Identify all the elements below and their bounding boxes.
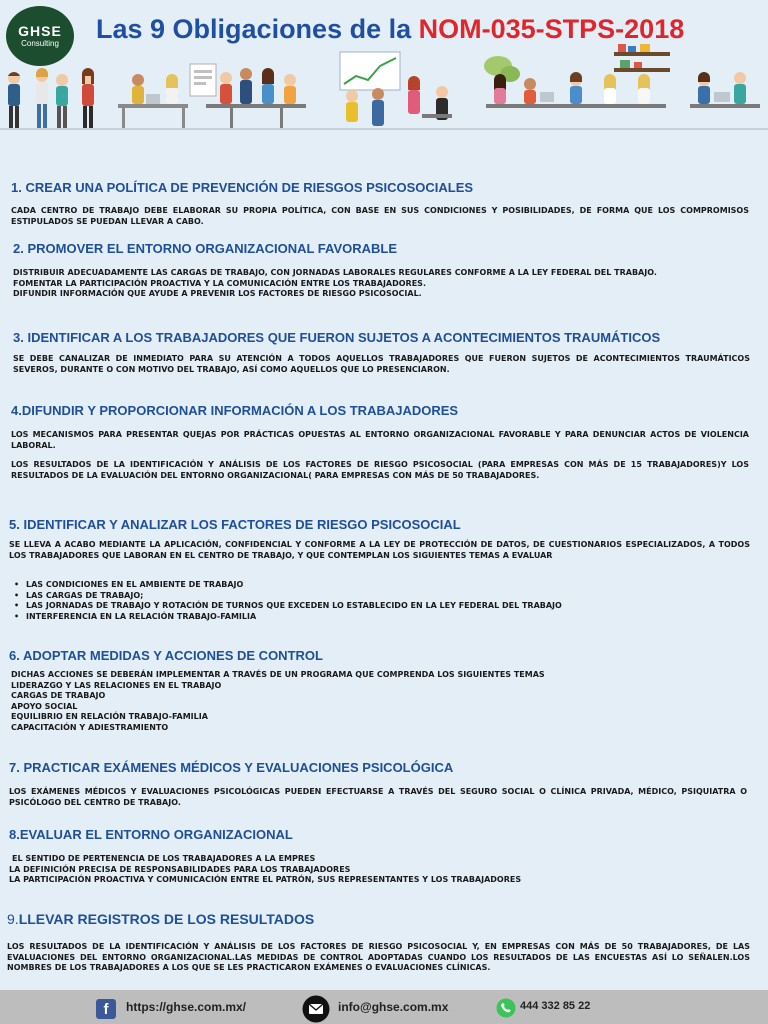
section-6-line: LIDERAZGO Y LAS RELACIONES EN EL TRABAJO: [11, 680, 222, 690]
section-9-text: LOS RESULTADOS DE LA IDENTIFICACIÓN Y ANÁLISIS DE LOS FACTORES DE RIESGO PSICOSOCIAL Y, EN EMPRESAS CON MÁS DE 50 TRABAJADORES, DE LAS EVALUACIONES DEL ENTORNO ORGANIZACIONAL.LAS MEDIDAS DE CONTROL ADOPTADAS CUANDO LOS RESULTADOS DE LAS ENCUESTAS ASÍ LO SEÑALEN.LOS NOMBRES DE LOS TRABAJADORES A LOS QUE SE LES PRACTICARON EXÁMENES O EVALUACIONES CLÍNICAS.: [7, 942, 750, 972]
section-2-line: DISTRIBUIR ADECUADAMENTE LAS CARGAS DE TRABAJO, CON JORNADAS LABORALES REGULARES CONFORME A LA LEY FEDERAL DEL TRABAJO.: [13, 268, 657, 277]
people-group-7: [690, 72, 760, 108]
section-5-text: SE LLEVA A ACABO MEDIANTE LA APLICACIÓN, CONFIDENCIAL Y CONFORME A LA LEY DE PROTECCIÓN DE DATOS, DE CUESTIONARIOS ESPECIALIZADOS, A TODOS LOS TRABAJADORES QUE LABORAN EN EL CENTRO DE TRABAJO, Y QUE CONTEMPLAN LOS SIGUIENTES TEMAS A EVALUAR: [9, 540, 750, 560]
section-6-line: CAPACITACIÓN Y ADIESTRAMIENTO: [11, 722, 169, 732]
section-2-text: [13, 268, 753, 300]
whatsapp-icon[interactable]: [496, 998, 516, 1018]
section-6-line: CARGAS DE TRABAJO: [11, 691, 106, 700]
section-9-number: 9.: [7, 911, 19, 927]
people-group-3: [206, 68, 306, 128]
section-6-line: APOYO SOCIAL: [11, 701, 78, 711]
section-6-text: [11, 670, 751, 733]
section-7-text: LOS EXÁMENES MÉDICOS Y EVALUACIONES PSICOLÓGICAS PUEDEN EFECTUARSE A TRAVÉS DEL SEGURO SOCIAL O CLÍNICA PRIVADA, MÉDICO, PSIQUIATRA O PSICÓLOGO DEL CENTRO DE TRABAJO.: [9, 787, 747, 807]
people-group-2: [118, 64, 216, 128]
section-8-line: LA DEFINICIÓN PRECISA DE RESPONSABILIDADES PARA LOS TRABAJADORES: [9, 864, 351, 874]
section-3-text: SE DEBE CANALIZAR DE INMEDIATO PARA SU ATENCIÓN A TODOS AQUELLOS TRABAJADORES QUE FUERON SUJETOS DE ACONTECIMIENTOS TRAUMÁTICOS SEVEROS, DURANTE O CON MOTIVO DEL TRABAJO, ASÍ COMO AQUELLOS QUE LO PRESENCIARON.: [13, 354, 750, 374]
phone-number[interactable]: 444 332 85 22: [520, 1000, 591, 1012]
section-8-line: LA PARTICIPACIÓN PROACTIVA Y COMUNICACIÓN ENTRE EL PATRÓN, SUS REPRESENTANTES Y LOS TRABAJADORES: [9, 875, 522, 884]
section-5-bullet-list: [12, 580, 748, 622]
section-8-line: EL SENTIDO DE PERTENENCIA DE LOS TRABAJADORES A LA EMPRES: [12, 854, 316, 863]
section-4-text-1: LOS MECANISMOS PARA PRESENTAR QUEJAS POR PRÁCTICAS OPUESTAS AL ENTORNO ORGANIZACIONAL FAVORABLE Y PARA DENUNCIAR ACTOS DE VIOLENCIA LABORAL.: [11, 430, 749, 450]
email-link[interactable]: info@ghse.com.mx: [338, 1000, 449, 1014]
section-6-line: EQUILIBRIO EN RELACIÓN TRABAJO-FAMILIA: [11, 712, 208, 721]
list-item: • LAS JORNADAS DE TRABAJO Y ROTACIÓN DE TURNOS QUE EXCEDEN LO ESTABLECIDO EN LA LEY FEDERAL DEL TRABAJO: [12, 601, 748, 612]
title-norm: NOM-035-STPS-2018: [418, 14, 685, 44]
facebook-icon[interactable]: f: [96, 999, 116, 1019]
email-icon[interactable]: [302, 995, 330, 1023]
page-header: [0, 0, 768, 160]
section-3-heading: 3. IDENTIFICAR A LOS TRABAJADORES QUE FUERON SUJETOS A ACONTECIMIENTOS TRAUMÁTICOS: [13, 330, 661, 345]
section-9-title: LLEVAR REGISTROS DE LOS RESULTADOS: [18, 911, 315, 927]
section-1-text: CADA CENTRO DE TRABAJO DEBE ELABORAR SU PROPIA POLÍTICA, CON BASE EN SUS CONDICIONES Y POSIBILIDADES, DE FORMA QUE LOS COMPROMISOS ESTIPULADOS SE PUEDAN LLEVAR A CABO.: [11, 206, 749, 226]
title-text: Las 9 Obligaciones de la: [96, 14, 419, 44]
section-2-line: FOMENTAR LA PARTICIPACIÓN PROACTIVA Y LA COMUNICACIÓN ENTRE LOS TRABAJADORES.: [13, 278, 426, 288]
people-group-5: [484, 56, 556, 108]
content-area: [0, 160, 768, 988]
section-6-line: DICHAS ACCIONES SE DEBERÁN IMPLEMENTAR A TRAVÉS DE UN PROGRAMA QUE COMPRENDA LOS SIGUIENTES TEMAS: [11, 670, 545, 679]
section-2-heading: 2. PROMOVER EL ENTORNO ORGANIZACIONAL FAVORABLE: [13, 241, 398, 256]
contact-footer: [0, 990, 768, 1024]
office-people-illustration: [0, 44, 768, 156]
section-7-heading: 7. PRACTICAR EXÁMENES MÉDICOS Y EVALUACIONES PSICOLÓGICA: [9, 760, 454, 775]
section-1-heading: 1. CREAR UNA POLÍTICA DE PREVENCIÓN DE RIESGOS PSICOSOCIALES: [11, 180, 474, 195]
page-title: [96, 14, 684, 45]
list-item: • LAS CONDICIONES EN EL AMBIENTE DE TRABAJO: [12, 580, 748, 591]
section-5-heading: 5. IDENTIFICAR Y ANALIZAR LOS FACTORES DE RIESGO PSICOSOCIAL: [9, 517, 461, 532]
section-2-line: DIFUNDIR INFORMACIÓN QUE AYUDE A PREVENIR LOS FACTORES DE RIESGO PSICOSOCIAL.: [13, 289, 422, 298]
logo-name: GHSE: [18, 23, 62, 39]
logo-subtitle: Consulting: [21, 39, 59, 48]
section-6-heading: 6. ADOPTAR MEDIDAS Y ACCIONES DE CONTROL: [9, 648, 323, 663]
section-4-text-2: LOS RESULTADOS DE LA IDENTIFICACIÓN Y ANÁLISIS DE LOS FACTORES DE RIESGO PSICOSOCIAL (PARA EMPRESAS CON MÁS DE 15 TRABAJADORES)Y LOS RESULTADOS DE LA EVALUACIÓN DEL ENTORNO ORGANIZACIONAL( PARA EMPRESAS CON MÁS DE 50 TRABAJADORES.: [11, 460, 749, 480]
website-link[interactable]: https://ghse.com.mx/: [126, 1000, 247, 1014]
section-4-heading: 4.DIFUNDIR Y PROPORCIONAR INFORMACIÓN A LOS TRABAJADORES: [11, 403, 459, 418]
people-group-1: [8, 68, 94, 128]
section-9-heading: [7, 911, 314, 927]
section-8-heading: 8.EVALUAR EL ENTORNO ORGANIZACIONAL: [9, 827, 293, 842]
people-group-6: [556, 44, 670, 108]
people-group-4: [340, 52, 452, 126]
list-item: • INTERFERENCIA EN LA RELACIÓN TRABAJO-FAMILIA: [12, 612, 748, 623]
section-8-text: [9, 854, 749, 886]
list-item: • LAS CARGAS DE TRABAJO;: [12, 591, 748, 602]
